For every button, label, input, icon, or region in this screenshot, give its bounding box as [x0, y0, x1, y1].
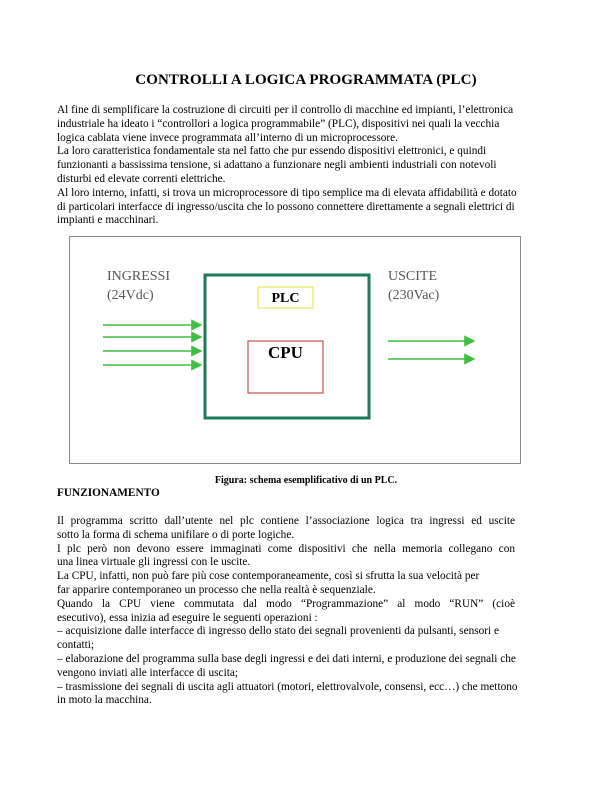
text-line: sotto la forma di schema unifilare o di porte logiche.: [57, 528, 295, 541]
text-line: – trasmissione dei segnali di uscita agli attuatori (motori, elettrovalvole, consensi, ecc…) che mettono: [57, 680, 518, 693]
text-line: impianti e macchinari.: [57, 214, 159, 227]
text-line: Quando la CPU viene commutata dal modo “Programmazione” al modo “RUN” (cioè: [57, 597, 515, 610]
text-line: vengono inviati alle interfacce di uscita;: [57, 666, 238, 679]
body-paragraph: [57, 515, 547, 708]
text-line: Al fine di semplificare la costruzione di circuiti per il controllo di macchine ed impianti, l’elettronica: [57, 104, 514, 116]
cpu-label: CPU: [268, 343, 303, 362]
inputs-label: INGRESSI: [107, 269, 171, 284]
text-line: La CPU, infatti, non può fare più cose contemporaneamente, così si sfrutta la sua velocità per: [57, 570, 480, 583]
text-line: contatti;: [57, 639, 95, 652]
text-line: logica cablata viene invece programmata all’interno di un microprocessore.: [57, 131, 398, 144]
plc-label: PLC: [271, 291, 300, 306]
text-line: La loro caratteristica fondamentale sta nel fatto che pur essendo dispositivi elettronici, e quindi: [57, 145, 487, 158]
text-line: Al loro interno, infatti, si trova un microprocessore di tipo semplice ma di elevata affidabilità e dotato: [57, 186, 517, 199]
document-title: CONTROLLI A LOGICA PROGRAMMATA (PLC): [135, 72, 477, 88]
figure-caption: Figura: schema esemplificativo di un PLC.: [214, 475, 398, 486]
text-line: disturbi ed elevate correnti elettriche.: [57, 172, 226, 185]
inputs-voltage: (24Vdc): [107, 288, 154, 303]
text-line: – acquisizione dalle interfacce di ingresso dello stato dei segnali provenienti da pulsanti, sensori e: [57, 625, 500, 638]
intro-paragraph: [57, 104, 547, 228]
text-line: esecutivo), essa inizia ad eseguire le seguenti operazioni :: [57, 611, 318, 624]
outputs-label: USCITE: [388, 269, 437, 284]
text-line: Il programma scritto dall’utente nel plc contiene l’associazione logica tra ingressi ed uscite: [57, 515, 515, 527]
plc-diagram: [69, 236, 521, 464]
text-line: far apparire contemporaneo un processo che nella realtà è sequenziale.: [57, 583, 376, 596]
text-line: – elaborazione del programma sulla base degli ingressi e dei dati interni, e produzione dei segnali che: [57, 652, 516, 665]
section-heading: FUNZIONAMENTO: [57, 487, 160, 499]
text-line: I plc però non devono essere immaginati come dispositivi che nella memoria collegano con: [57, 542, 515, 555]
text-line: una linea virtuale gli ingressi con le uscite.: [57, 556, 251, 569]
outputs-voltage: (230Vac): [388, 288, 440, 303]
text-line: industriale ha ideato i “controllori a logica programmabile” (PLC), dispositivi nei quali la vecchia: [57, 117, 500, 130]
text-line: di particolari interfacce di ingresso/uscita che lo possono connettere direttamente a segnali elettrici di: [57, 200, 515, 213]
text-line: in moto la macchina.: [57, 694, 152, 707]
text-line: funzionanti a bassissima tensione, si adattano a funzionare negli ambienti industriali con notevoli: [57, 159, 497, 172]
